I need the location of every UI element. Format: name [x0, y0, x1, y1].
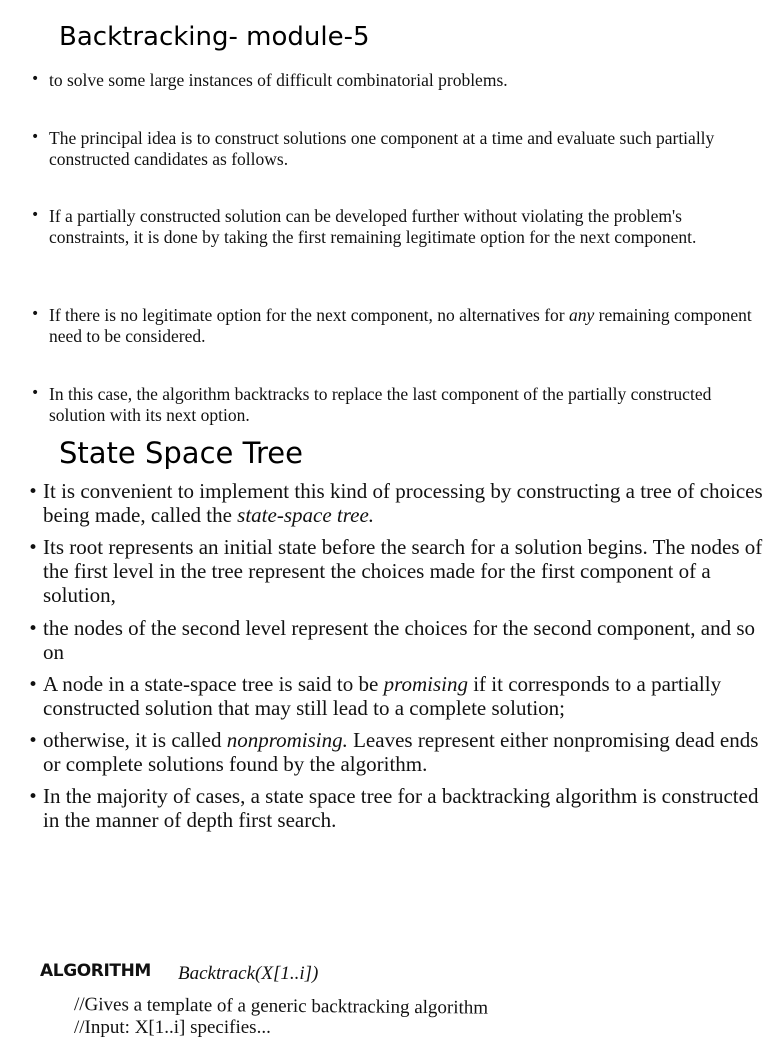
bullet-text-run: Its root represents an initial state before the search for a solution begins. The nodes of the first level in the tree represent the choices made for the first component of a solution, [43, 535, 763, 607]
bullet-icon: • [31, 129, 40, 145]
algorithm-cut-line: //Input: X[1..i] specifies... [74, 1017, 271, 1038]
bullet-text-run: A node in a state-space tree is said to be [43, 672, 384, 696]
algorithm-snippet [0, 956, 768, 1038]
bullet-text-run: If there is no legitimate option for the next component, no alternatives for [49, 305, 569, 325]
bullet-text-run: It is convenient to implement this kind of processing by constructing a tree of choices being made, called the [43, 479, 763, 527]
bullet-text [49, 128, 754, 170]
section-title-state-space-tree: State Space Tree [59, 436, 303, 470]
bullet-icon: • [28, 787, 39, 807]
emphasis-text: promising [383, 672, 468, 696]
bullet-text [49, 305, 754, 347]
bullet-text [43, 535, 763, 607]
bullet-text-run: the nodes of the second level represent the choices for the second component, and so on [43, 616, 756, 664]
bullet-text-run: if it corresponds to a partially constructed solution that may still lead to a complete solution; [43, 672, 722, 720]
bullet-icon: • [31, 306, 40, 322]
bullet-icon: • [31, 207, 40, 223]
section-title-backtracking: Backtracking- module-5 [59, 22, 370, 52]
bullet-icon: • [28, 482, 39, 502]
bullet-text-run: to solve some large instances of difficult combinatorial problems. [49, 70, 508, 90]
bullet-icon: • [31, 385, 40, 401]
bullet-text [49, 384, 754, 426]
bullet-icon: • [31, 71, 40, 87]
bullet-text [49, 206, 754, 248]
bullet-text-run: otherwise, it is called [43, 728, 227, 752]
bullet-text-run: remaining component need to be considered. [49, 305, 752, 346]
bullet-text-run: The principal idea is to construct solutions one component at a time and evaluate such partially constructed candidates as follows. [49, 128, 715, 169]
bullet-text [43, 479, 763, 527]
emphasis-text: state-space tree. [237, 503, 375, 527]
bullet-text-run: If a partially constructed solution can be developed further without violating the problem's constraints, it is done by taking the first remaining legitimate option for the next component. [49, 206, 697, 247]
bullet-text-run: Leaves represent either nonpromising dead ends or complete solutions found by the algorithm. [43, 728, 759, 776]
bullet-text [49, 70, 754, 91]
bullet-text [43, 784, 763, 832]
bullet-text [43, 728, 763, 776]
bullet-text-run: In the majority of cases, a state space tree for a backtracking algorithm is constructed in the manner of depth first search. [43, 784, 759, 832]
bullet-text [43, 672, 763, 720]
bullet-text [43, 616, 763, 664]
algorithm-keyword: ALGORITHM [40, 961, 151, 981]
bullet-text-run: In this case, the algorithm backtracks to replace the last component of the partially constructed solution with its next option. [49, 384, 712, 425]
bullet-icon: • [28, 675, 39, 695]
bullet-icon: • [28, 538, 39, 558]
algorithm-signature: Backtrack(X[1..i]) [178, 963, 319, 984]
emphasis-text: nonpromising. [226, 728, 348, 752]
algorithm-comment: //Gives a template of a generic backtracking algorithm [73, 994, 489, 1019]
bullet-icon: • [28, 731, 39, 751]
emphasis-text: any [568, 305, 595, 325]
bullet-icon: • [28, 619, 39, 639]
